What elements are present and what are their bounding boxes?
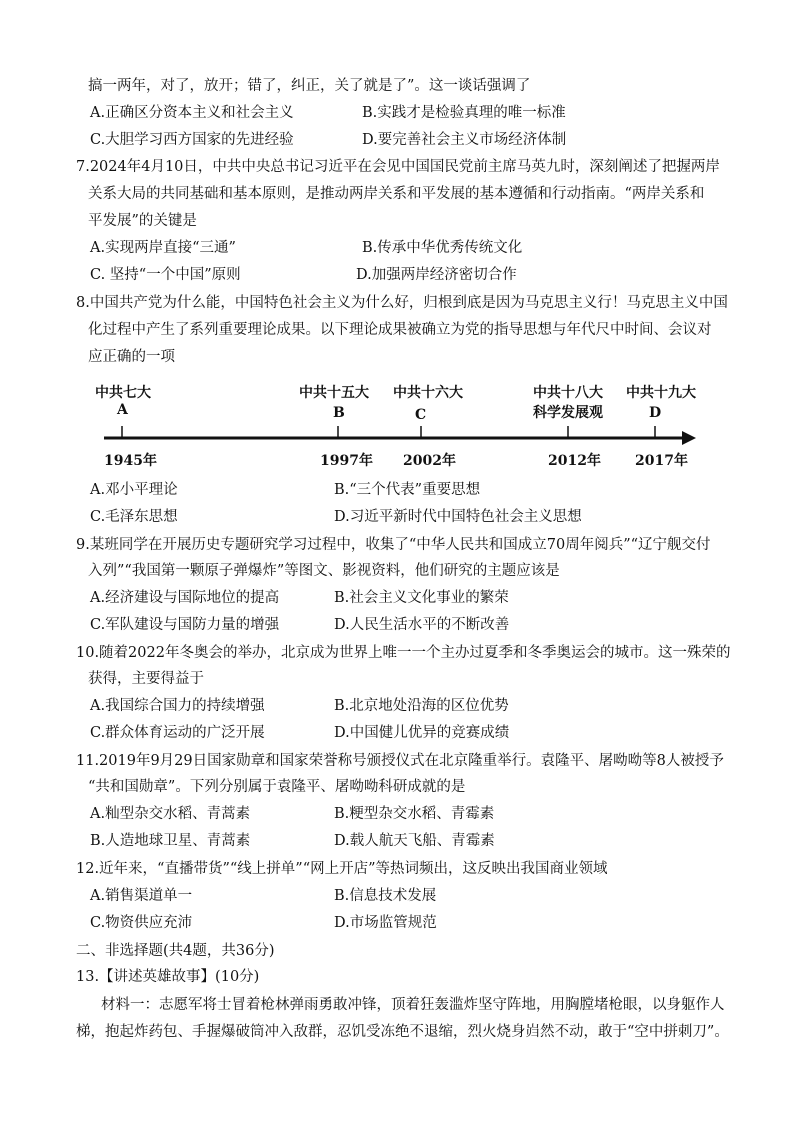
q9-stem-line2: 入列”“我国第一颗原子弹爆炸”等图文、影视资料，他们研究的主题应该是 (88, 563, 560, 579)
q8-stem-line3: 应正确的一项 (88, 349, 175, 365)
q8-option-a: A.邓小平理论 (90, 482, 178, 498)
q8-option-d: D.习近平新时代中国特色社会主义思想 (334, 509, 582, 525)
q12-option-a: A.销售渠道单一 (90, 888, 193, 904)
section-heading-non-choice: 二、非选择题(共4题，共36分) (76, 943, 275, 959)
timeline-meeting-4: 中共十八大 (533, 385, 603, 401)
q11-stem-line1: 11.2019年9月29日国家勋章和国家荣誉称号颁授仪式在北京隆重举行。袁隆平、屠呦呦等8人被授予 (76, 753, 724, 769)
q7-stem-line1: 7.2024年4月10日，中共中央总书记习近平在会见中国国民党前主席马英九时，深刻阐述了把握两岸 (76, 159, 720, 175)
q10-option-c: C.群众体育运动的广泛开展 (90, 725, 265, 741)
timeline-figure (0, 0, 793, 480)
q7-option-d: D.加强两岸经济密切合作 (356, 267, 517, 283)
q9-option-a: A.经济建设与国际地位的提高 (90, 590, 280, 606)
q11-option-a: A.籼型杂交水稻、青蒿素 (90, 806, 251, 822)
timeline-letter-a: A (117, 402, 128, 418)
q13-material1-line1: 材料一：志愿军将士冒着枪林弹雨勇敢冲锋，顶着狂轰滥炸坚守阵地，用胸膛堵枪眼，以身躯作人 (101, 997, 725, 1013)
timeline-year-4: 2012年 (548, 453, 601, 469)
q12-option-c: C.物资供应充沛 (90, 915, 193, 931)
q13-material1-line2: 梯，抱起炸药包、手握爆破筒冲入敌群，忍饥受冻绝不退缩，烈火烧身岿然不动，敢于“空中拼刺刀”。 (76, 1024, 729, 1040)
q7-option-b: B.传承中华优秀传统文化 (362, 240, 523, 256)
q8-stem-line2: 化过程中产生了系列重要理论成果。以下理论成果被确立为党的指导思想与年代尺中时间、会议对 (88, 322, 712, 338)
timeline-year-1: 1945年 (104, 453, 157, 469)
q8-option-b: B.“三个代表”重要思想 (334, 482, 481, 498)
q8-stem-line1: 8.中国共产党为什么能，中国特色社会主义为什么好，归根到底是因为马克思主义行！马克思主义中国 (76, 295, 728, 311)
q9-option-d: D.人民生活水平的不断改善 (334, 617, 510, 633)
timeline-meeting-5: 中共十九大 (626, 385, 696, 401)
timeline-letter-b: B (333, 405, 345, 421)
q10-stem-line1: 10.随着2022年冬奥会的举办，北京成为世界上唯一一个主办过夏季和冬季奥运会的城市。这一殊荣的 (76, 645, 731, 661)
q6-option-c: C.大胆学习西方国家的先进经验 (90, 132, 294, 148)
timeline-year-3: 2002年 (403, 453, 456, 469)
q7-option-a: A.实现两岸直接“三通” (90, 240, 236, 256)
q10-stem-line2: 获得，主要得益于 (88, 671, 204, 687)
q9-option-b: B.社会主义文化事业的繁荣 (334, 590, 509, 606)
q7-stem-line3: 平发展”的关键是 (88, 213, 197, 229)
timeline-letter-d: D (649, 405, 662, 421)
q12-option-d: D.市场监管规范 (334, 915, 437, 931)
timeline-year-2: 1997年 (320, 453, 373, 469)
q9-option-c: C.军队建设与国防力量的增强 (90, 617, 280, 633)
q12-option-b: B.信息技术发展 (334, 888, 437, 904)
timeline-meeting-2: 中共十五大 (299, 385, 369, 401)
timeline-theory-2012: 科学发展观 (533, 405, 603, 421)
q11-option-b: B.粳型杂交水稻、青霉素 (334, 806, 495, 822)
q6-stem-continued: 搞一两年，对了，放开；错了，纠正，关了就是了”。这一谈话强调了 (88, 78, 531, 94)
q11-stem-line2: “共和国勋章”。下列分别属于袁隆平、屠呦呦科研成就的是 (88, 779, 466, 795)
q11-option-d: D.载人航天飞船、青霉素 (334, 833, 495, 849)
q10-option-a: A.我国综合国力的持续增强 (90, 698, 265, 714)
q9-stem-line1: 9.某班同学在开展历史专题研究学习过程中，收集了“中华人民共和国成立70周年阅兵”“辽宁舰交付 (76, 537, 711, 553)
q6-option-d: D.要完善社会主义市场经济体制 (362, 132, 567, 148)
timeline-year-5: 2017年 (635, 453, 688, 469)
q11-option-c: B.人造地球卫星、青蒿素 (90, 833, 251, 849)
q12-stem: 12.近年来，“直播带货”“线上拼单”“网上开店”等热词频出，这反映出我国商业领域 (76, 861, 608, 877)
q7-option-c: C. 坚持“一个中国”原则 (90, 267, 241, 283)
q13-title: 13.【讲述英雄故事】(10分) (76, 969, 260, 985)
q8-option-c: C.毛泽东思想 (90, 509, 178, 525)
timeline-meeting-3: 中共十六大 (393, 385, 463, 401)
timeline-meeting-1: 中共七大 (95, 385, 151, 401)
q7-stem-line2: 关系大局的共同基础和基本原则，是推动两岸关系和平发展的基本遵循和行动指南。“两岸关系和 (88, 186, 705, 202)
q6-option-b: B.实践才是检验真理的唯一标准 (362, 105, 566, 121)
q6-option-a: A.正确区分资本主义和社会主义 (90, 105, 294, 121)
timeline-letter-c: C (415, 407, 427, 423)
timeline-arrow-head (682, 431, 696, 445)
q10-option-d: D.中国健儿优异的竞赛成绩 (334, 725, 510, 741)
q10-option-b: B.北京地处沿海的区位优势 (334, 698, 509, 714)
